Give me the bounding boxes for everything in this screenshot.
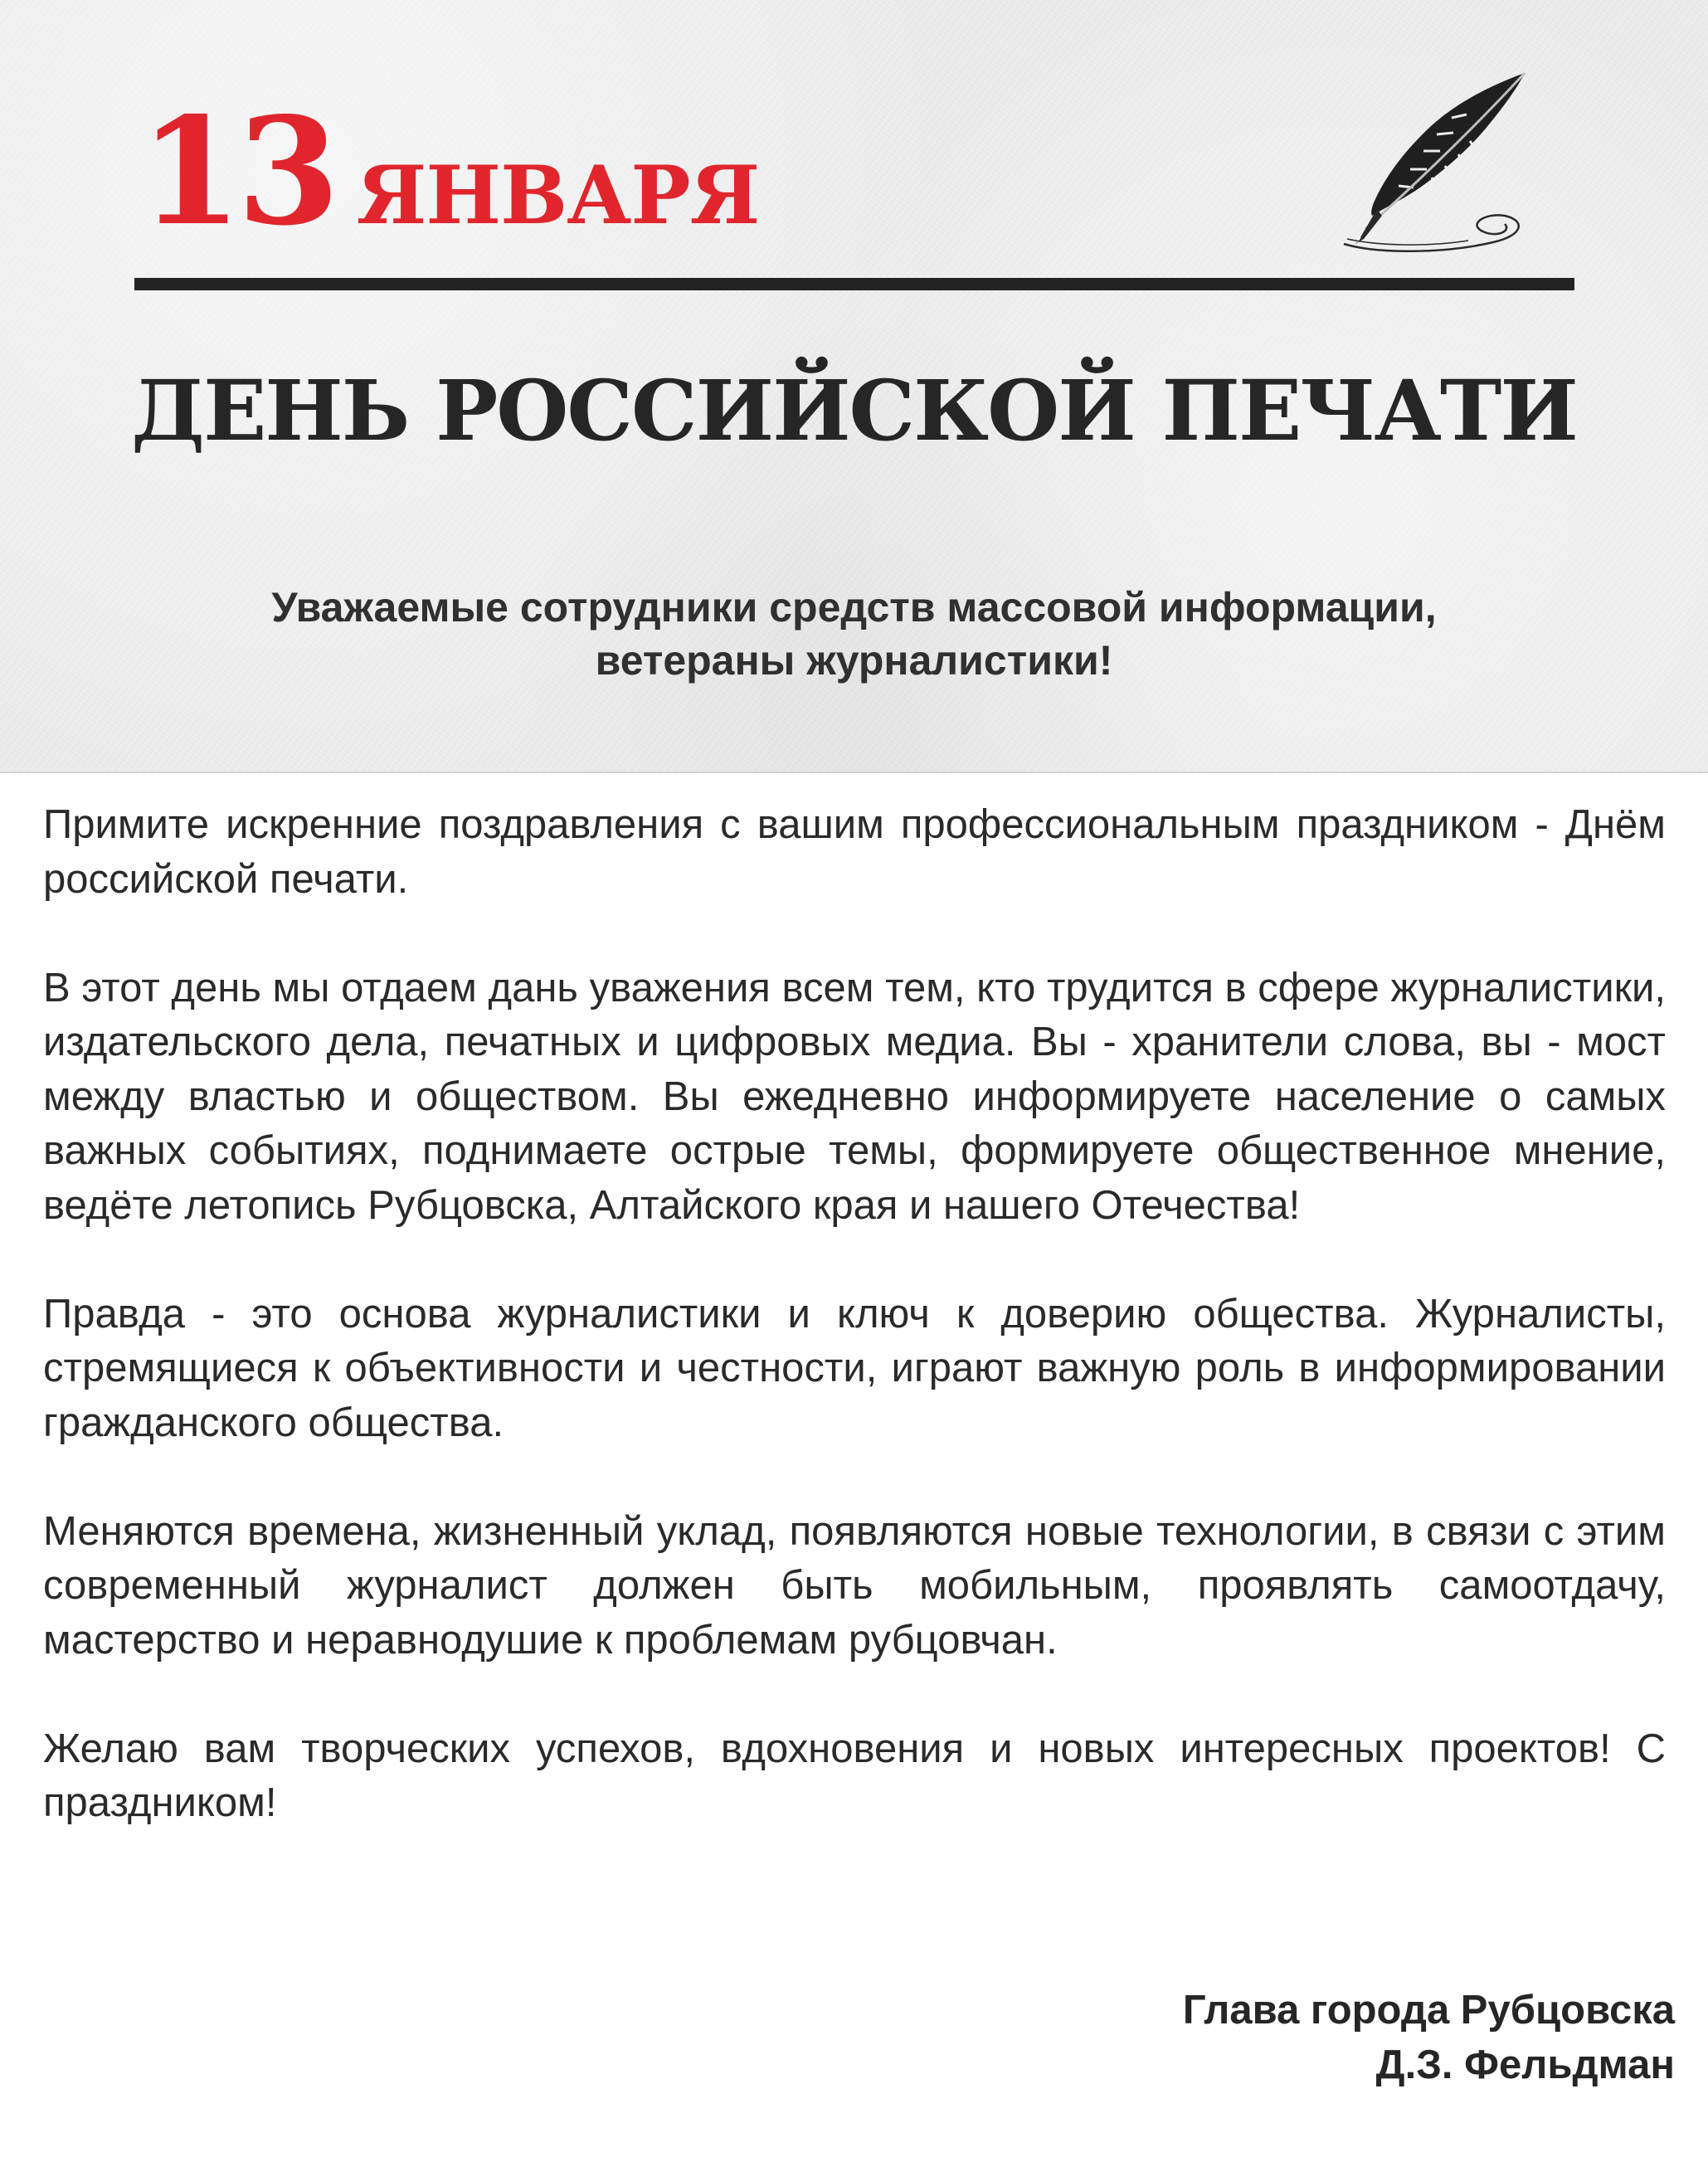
date-month: ЯНВАРЯ: [356, 149, 760, 242]
date-day: 13: [139, 85, 335, 258]
paragraph: Правда - это основа журналистики и ключ к доверию общества. Журналисты, стремящиеся к объективности и честности, играют важную роль в информировании гражданского общества.: [43, 1291, 1666, 1445]
signature-name: Д.З. Фельдман: [1375, 2043, 1675, 2087]
greeting-line-1: Уважаемые сотрудники средств массовой информации,: [271, 584, 1437, 631]
page-title: ДЕНЬ РОССИЙСКОЙ ПЕЧАТИ: [131, 362, 1577, 460]
quill-pen-icon: [1327, 66, 1543, 257]
date-heading: [139, 85, 760, 264]
paragraph: В этот день мы отдаем дань уважения всем тем, кто трудится в сфере журналистики, издательского дела, печатных и цифровых медиа. Вы - хранители слова, вы - мост между властью и обществом. Вы ежедневно информируете население о самых важных событиях, поднимаете острые темы, формируете общественное мнение, ведёте летопись Рубцовска, Алтайского края и нашего Отечества!: [43, 965, 1666, 1228]
paragraph: Желаю вам творческих успехов, вдохновения и новых интересных проектов! С праздником!: [43, 1726, 1666, 1825]
signature: [1183, 1983, 1675, 2092]
signature-position: Глава города Рубцовска: [1182, 1988, 1675, 2033]
greeting: [0, 581, 1708, 687]
greeting-line-2: ветераны журналистики!: [595, 637, 1113, 684]
header-divider: [134, 278, 1574, 290]
letter-body: [43, 798, 1666, 1831]
header-banner: [0, 0, 1708, 773]
paragraph: Примите искренние поздравления с вашим профессиональным праздником - Днём российской печати.: [43, 802, 1666, 902]
paragraph: Меняются времена, жизненный уклад, появляются новые технологии, в связи с этим современный журналист должен быть мобильным, проявлять самоотдачу, мастерство и неравнодушие к проблемам рубцовчан.: [43, 1508, 1666, 1663]
